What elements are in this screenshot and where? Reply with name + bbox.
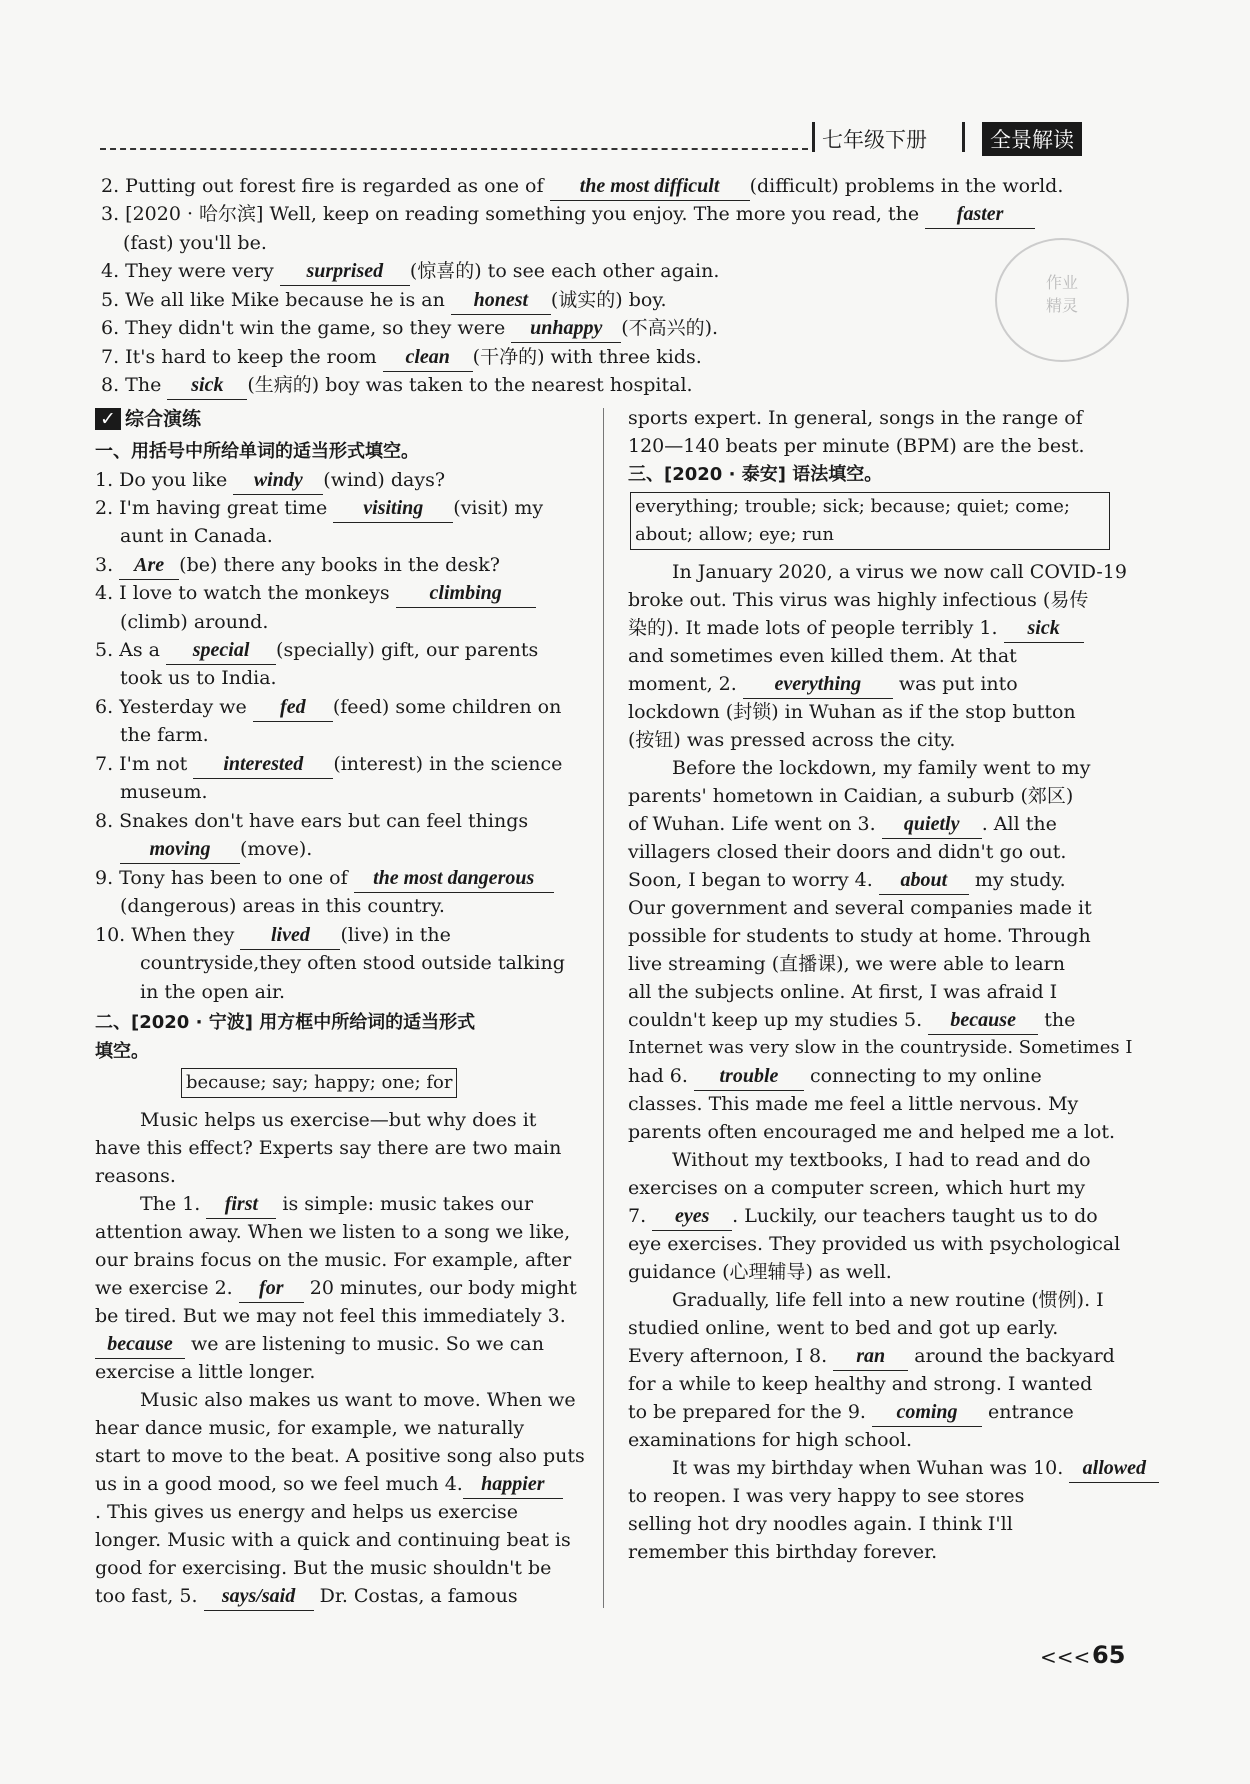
- r-line: (按钮) was pressed across the city.: [628, 729, 956, 751]
- p2-line: hear dance music, for example, we naturally: [95, 1417, 525, 1439]
- header-dashed-line: [100, 148, 808, 150]
- s1-q1: 1. Do you like windy (wind) days?: [95, 466, 445, 495]
- column-divider: [603, 408, 604, 1608]
- s1-q5-cont: took us to India.: [120, 667, 277, 689]
- p2-line: because we are listening to music. So we can: [95, 1330, 544, 1359]
- s1-q3: 3. Are (be) there any books in the desk?: [95, 551, 500, 580]
- r-line: examinations for high school.: [628, 1429, 913, 1451]
- section2-title-cont: 填空。: [95, 1041, 149, 1062]
- s1-q9: 9. Tony has been to one of the most dangerous: [95, 864, 554, 893]
- r-line: guidance (心理辅导) as well.: [628, 1261, 892, 1283]
- section2-title: 二、[2020 · 宁波] 用方框中所给词的适当形式: [95, 1012, 476, 1033]
- s1-q5: 5. As a special (specially) gift, our parents: [95, 636, 538, 665]
- s1-q2-cont: aunt in Canada.: [120, 525, 273, 547]
- s1-q10-cont2: in the open air.: [140, 981, 286, 1003]
- r-line: selling hot dry noodles again. I think I'll: [628, 1513, 1013, 1535]
- r-line: broke out. This virus was highly infectious (易传: [628, 589, 1089, 611]
- s1-q6: 6. Yesterday we fed (feed) some children on: [95, 693, 561, 722]
- stamp-logo: 作业 精灵: [995, 238, 1129, 362]
- r-line: of Wuhan. Life went on 3. quietly . All the: [628, 810, 1057, 839]
- p2-line: have this effect? Experts say there are two main: [95, 1137, 562, 1159]
- r-line: 染的). It made lots of people terribly 1. sick: [628, 614, 1084, 643]
- p2-line: our brains focus on the music. For example, after: [95, 1249, 572, 1271]
- r-line: parents often encouraged me and helped me a lot.: [628, 1121, 1116, 1143]
- s1-q10: 10. When they lived (live) in the: [95, 921, 451, 950]
- p2-line: longer. Music with a quick and continuing beat is: [95, 1529, 571, 1551]
- r-line: Gradually, life fell into a new routine (惯例). I: [672, 1289, 1104, 1311]
- p2-line: start to move to the beat. A positive song also puts: [95, 1445, 585, 1467]
- r-line: all the subjects online. At first, I was afraid I: [628, 981, 1058, 1003]
- p2-line: too fast, 5. says/said Dr. Costas, a famous: [95, 1582, 518, 1611]
- r-line: Our government and several companies made it: [628, 897, 1092, 919]
- s1-q6-cont: the farm.: [120, 724, 209, 746]
- r-line: eye exercises. They provided us with psychological: [628, 1233, 1121, 1255]
- r-line: studied online, went to bed and got up early.: [628, 1317, 1059, 1339]
- p2-line: exercise a little longer.: [95, 1361, 316, 1383]
- p2-line: attention away. When we listen to a song we like,: [95, 1221, 571, 1243]
- section-practice-title: ✓ 综合演练: [95, 404, 201, 431]
- top-q8: 8. The sick (生病的) boy was taken to the nearest hospital.: [101, 371, 693, 400]
- section3-title: 三、[2020 · 泰安] 语法填空。: [628, 464, 883, 485]
- p2-line: we exercise 2. for 20 minutes, our body might: [95, 1274, 577, 1303]
- r-line: Before the lockdown, my family went to my: [672, 757, 1091, 779]
- header-divider: [962, 122, 965, 152]
- r-line: to reopen. I was very happy to see stores: [628, 1485, 1025, 1507]
- word-box-3: everything; trouble; sick; because; quiet; come; about; allow; eye; run: [630, 492, 1110, 550]
- r-line: Soon, I began to worry 4. about my study.: [628, 866, 1066, 895]
- page-arrows-icon: <<<: [1040, 1645, 1091, 1669]
- s1-q4-cont: (climb) around.: [120, 611, 269, 633]
- p2-line: us in a good mood, so we feel much 4. happier: [95, 1470, 563, 1499]
- check-icon: ✓: [95, 408, 121, 430]
- top-q7: 7. It's hard to keep the room clean (干净的) with three kids.: [101, 343, 702, 372]
- r-line: villagers closed their doors and didn't go out.: [628, 841, 1067, 863]
- section1-title: 一、用括号中所给单词的适当形式填空。: [95, 441, 419, 462]
- r-line: Without my textbooks, I had to read and do: [672, 1149, 1091, 1171]
- r-line: possible for students to study at home. Through: [628, 925, 1091, 947]
- s1-q8-cont: moving (move).: [120, 835, 312, 864]
- r-line: 120—140 beats per minute (BPM) are the best.: [628, 435, 1085, 457]
- r-line: live streaming (直播课), we were able to learn: [628, 953, 1066, 975]
- r-line: sports expert. In general, songs in the range of: [628, 407, 1083, 429]
- p2-line: The 1. first is simple: music takes our: [140, 1190, 533, 1219]
- top-q2: 2. Putting out forest fire is regarded as one of the most difficult (difficult) problems in the world.: [101, 172, 1063, 201]
- s1-q8: 8. Snakes don't have ears but can feel things: [95, 810, 529, 832]
- page-number: 65: [1092, 1641, 1126, 1669]
- s1-q7-cont: museum.: [120, 781, 208, 803]
- r-line: exercises on a computer screen, which hurt my: [628, 1177, 1086, 1199]
- r-line: classes. This made me feel a little nervous. My: [628, 1093, 1079, 1115]
- r-line: to be prepared for the 9. coming entrance: [628, 1398, 1074, 1427]
- p2-line: Music helps us exercise—but why does it: [140, 1109, 537, 1131]
- r-line: for a while to keep healthy and strong. I wanted: [628, 1373, 1093, 1395]
- s1-q7: 7. I'm not interested (interest) in the science: [95, 750, 562, 779]
- s1-q4: 4. I love to watch the monkeys climbing: [95, 579, 536, 608]
- top-q4: 4. They were very surprised (惊喜的) to see each other again.: [101, 257, 719, 286]
- r-line: In January 2020, a virus we now call COVID-19: [672, 561, 1127, 583]
- r-line: and sometimes even killed them. At that: [628, 645, 1017, 667]
- s1-q10-cont: countryside,they often stood outside talking: [140, 952, 565, 974]
- p2-line: Music also makes us want to move. When we: [140, 1389, 576, 1411]
- top-q3: 3. [2020 · 哈尔滨] Well, keep on reading something you enjoy. The more you read, the faster (fast) you'll be.: [101, 200, 1111, 257]
- r-line: lockdown (封锁) in Wuhan as if the stop button: [628, 701, 1076, 723]
- word-box-2: because; say; happy; one; for: [181, 1068, 457, 1098]
- r-line: Every afternoon, I 8. ran around the backyard: [628, 1342, 1115, 1371]
- r-line: remember this birthday forever.: [628, 1541, 938, 1563]
- r-line: It was my birthday when Wuhan was 10. allowed: [672, 1454, 1159, 1483]
- top-q5: 5. We all like Mike because he is an honest (诚实的) boy.: [101, 286, 667, 315]
- p2-line: reasons.: [95, 1165, 176, 1187]
- s1-q9-cont: (dangerous) areas in this country.: [120, 895, 445, 917]
- header-grade: 七年级下册: [822, 128, 927, 152]
- r-line: Internet was very slow in the countryside. Sometimes I: [628, 1037, 1133, 1058]
- r-line: couldn't keep up my studies 5. because the: [628, 1006, 1075, 1035]
- header-tag: 全景解读: [982, 122, 1082, 156]
- header-divider: [812, 122, 815, 152]
- r-line: 7. eyes . Luckily, our teachers taught us to do: [628, 1202, 1098, 1231]
- p2-line: good for exercising. But the music shouldn't be: [95, 1557, 552, 1579]
- p2-line: . This gives us energy and helps us exercise: [95, 1501, 518, 1523]
- p2-line: be tired. But we may not feel this immediately 3.: [95, 1305, 566, 1327]
- r-line: parents' hometown in Caidian, a suburb (郊区): [628, 785, 1074, 807]
- top-q6: 6. They didn't win the game, so they were unhappy (不高兴的).: [101, 314, 718, 343]
- r-line: had 6. trouble connecting to my online: [628, 1062, 1042, 1091]
- s1-q2: 2. I'm having great time visiting (visit) my: [95, 494, 543, 523]
- r-line: moment, 2. everything was put into: [628, 670, 1018, 699]
